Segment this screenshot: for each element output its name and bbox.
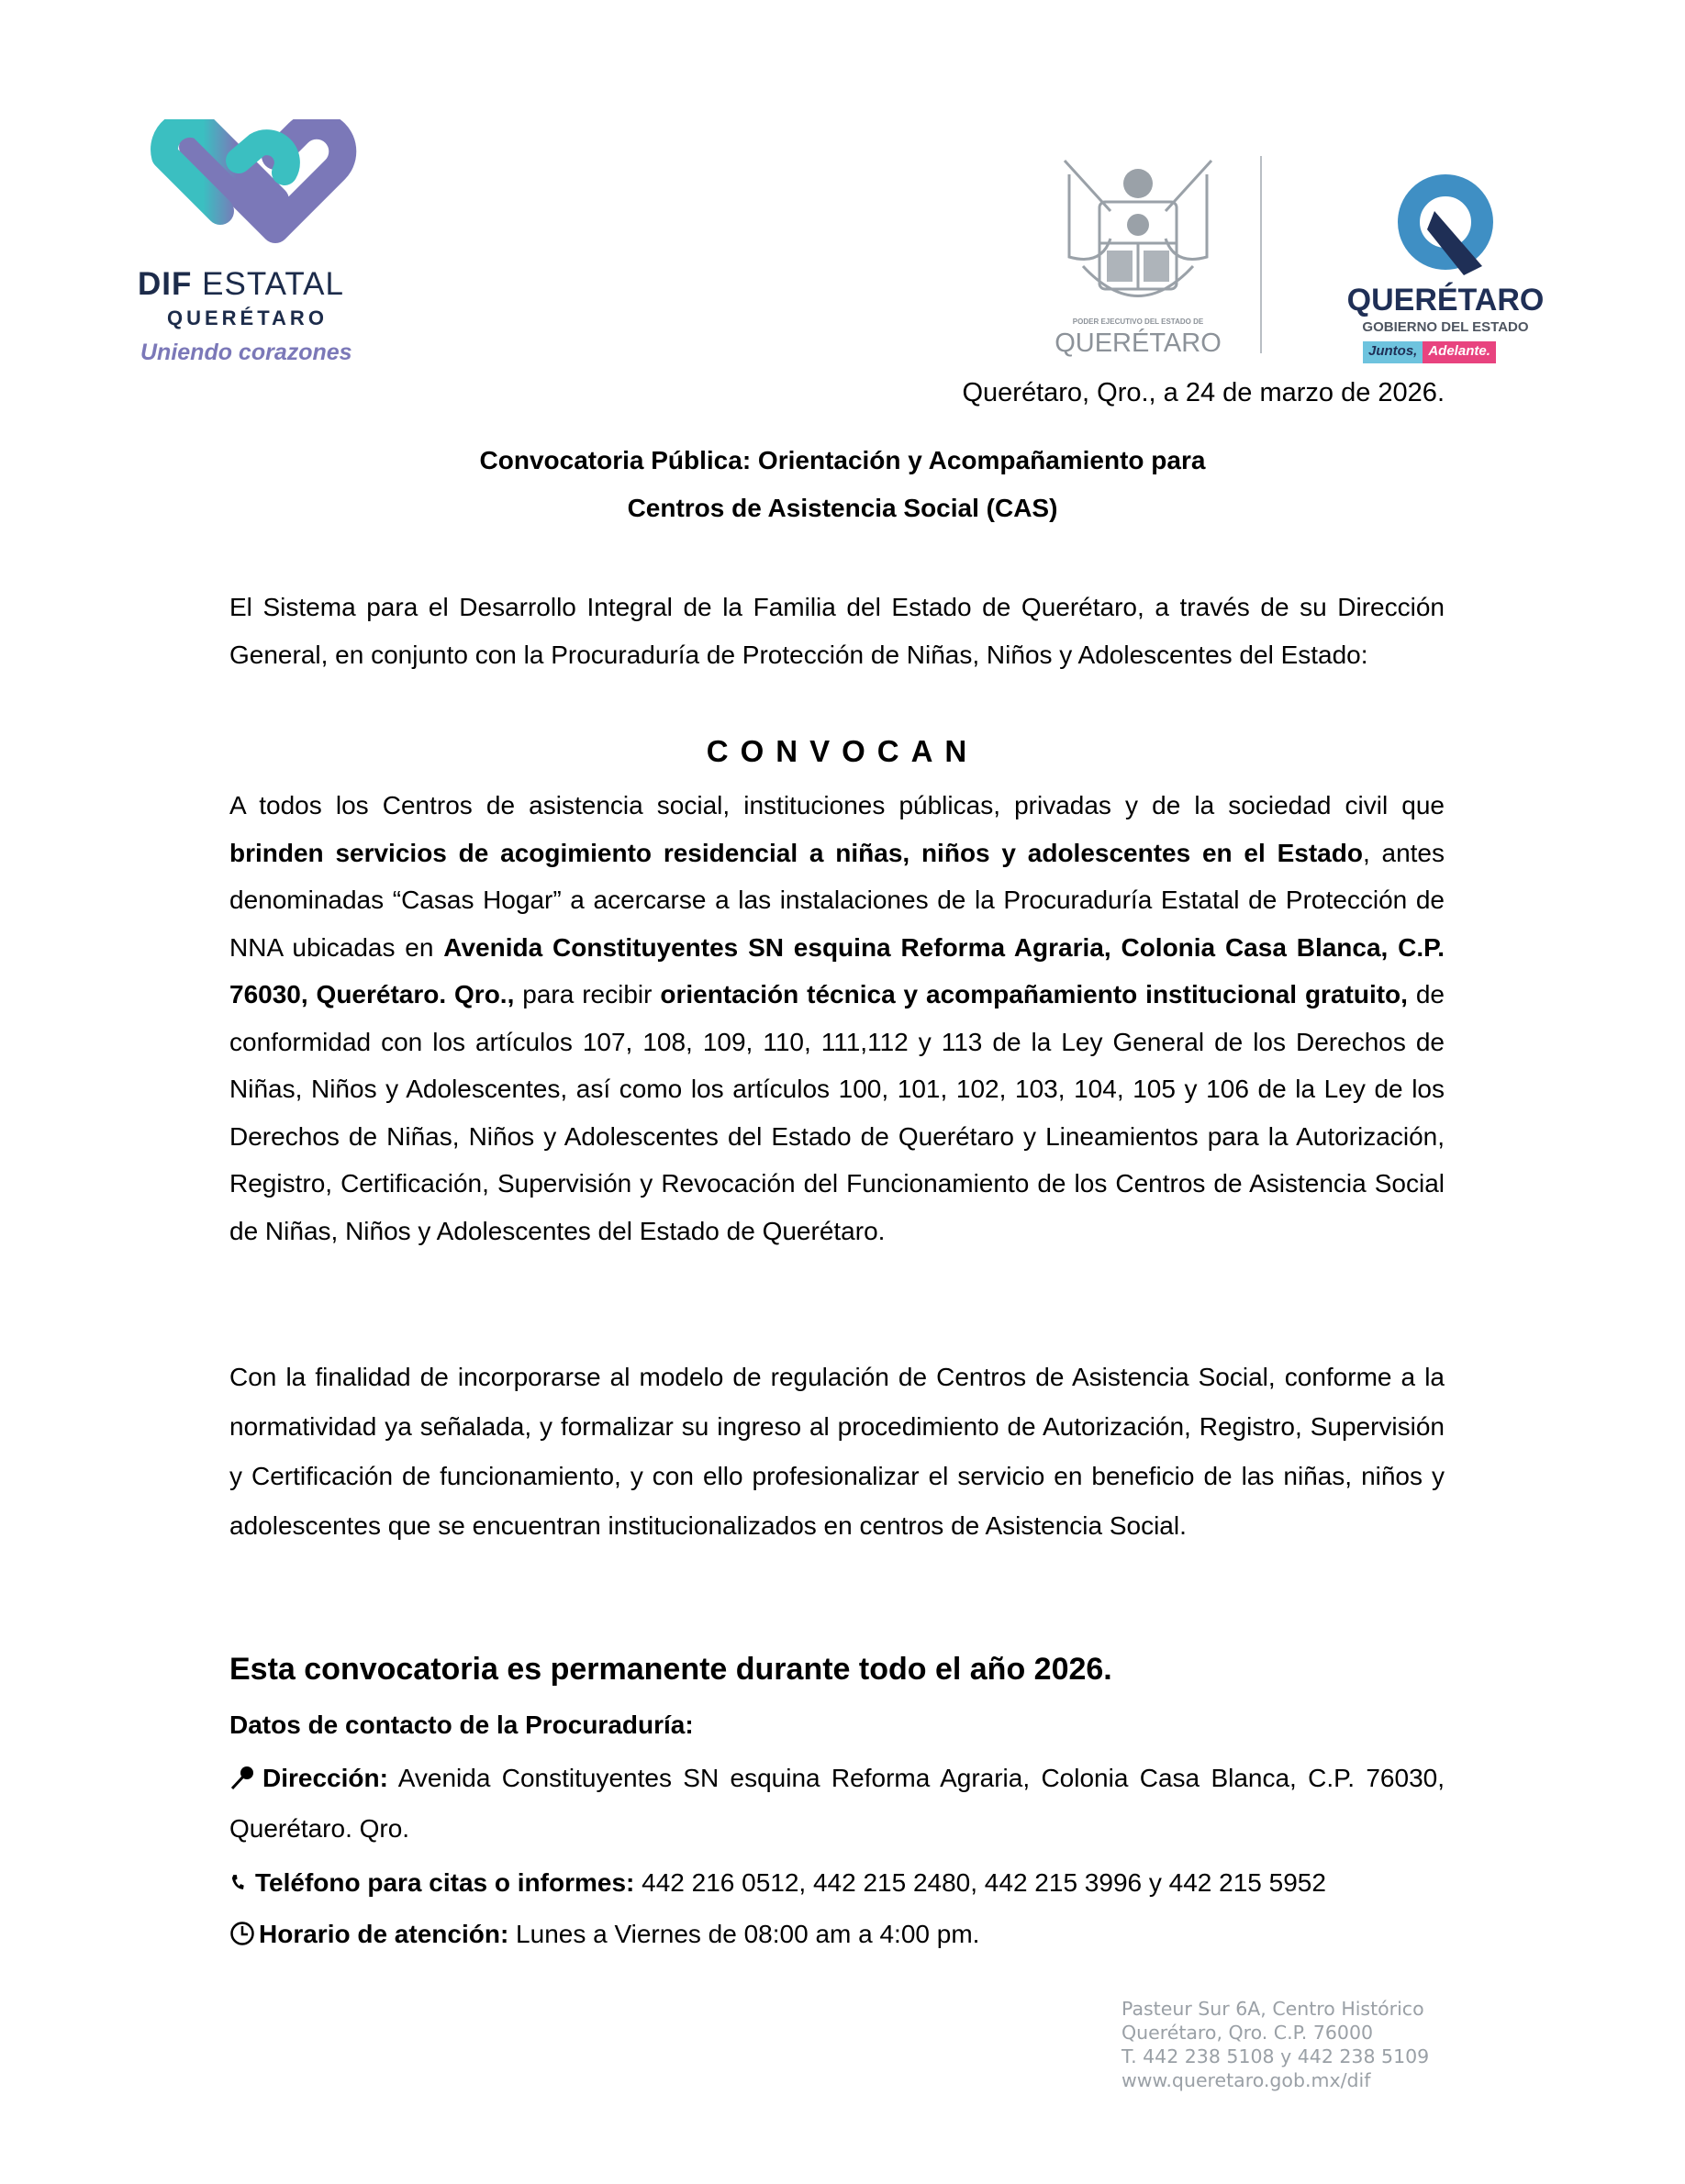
clock-icon xyxy=(229,1921,255,1946)
phone-icon xyxy=(229,1869,248,1895)
body-bold-services: brinden servicios de acogimiento residencial a niñas, niños y adolescentes en el Estado xyxy=(229,838,1363,867)
body-bold-address: Avenida Constituyentes SN esquina Reforma Agraria, Colonia Casa Blanca, C.P. 76030, Querétaro. Qro., xyxy=(229,932,1445,1008)
state-coat-of-arms xyxy=(1046,156,1230,358)
dif-name: DIF ESTATAL xyxy=(138,266,344,302)
document-title-line1: Convocatoria Pública: Orientación y Acompañamiento para xyxy=(479,446,1206,474)
intro-paragraph: El Sistema para el Desarrollo Integral de la Familia del Estado de Querétaro, a través de su Dirección General, en conjunto con la Procuraduría de Protección de Niñas, Niños y Adolescentes del Estado: xyxy=(229,593,1445,669)
dif-tagline: Uniendo corazones xyxy=(140,340,352,365)
body-text: A todos los Centros de asistencia social, instituciones públicas, privadas y de la sociedad civil que xyxy=(229,791,1445,819)
permanent-notice: Esta convocatoria es permanente durante todo el año 2026. xyxy=(229,1652,1112,1687)
contact-phone xyxy=(229,1857,1445,1908)
phone-label: Teléfono para citas o informes: xyxy=(255,1868,635,1897)
coat-of-arms-icon xyxy=(1046,156,1230,317)
convocan-heading: CONVOCAN xyxy=(706,734,979,768)
hours-label: Horario de atención: xyxy=(259,1920,509,1948)
slogan-part1: Juntos, xyxy=(1363,341,1423,363)
coat-caption-big: QUERÉTARO xyxy=(1055,329,1222,358)
contact-address xyxy=(229,1753,1445,1854)
body-paragraph xyxy=(229,782,1445,1254)
slogan-part2: Adelante. xyxy=(1423,341,1496,363)
dif-state: QUERÉTARO xyxy=(167,306,328,329)
body-bold-orientation: orientación técnica y acompañamiento institucional gratuito, xyxy=(660,980,1408,1008)
hours-value: Lunes a Viernes de 08:00 am a 4:00 pm. xyxy=(508,1920,980,1948)
body-text: de conformidad con los artículos 107, 108, 109, 110, 111,112 y 113 de la Ley General de los Derechos de Niñas, Niños y Adolescentes, así como los artículos 100, 101, 102, 103, 104, 105 y 106 de la Ley de los Derechos de Niñas, Niños y Adolescentes del Estado de Querétaro y Lineamientos para la Autorización, Registro, Certificación, Supervisión y Revocación del Funcionamiento de los Centros de Asistencia Social de Niñas, Niños y Adolescentes del Estado de Querétaro. xyxy=(229,980,1445,1245)
coat-caption-small: PODER EJECUTIVO DEL ESTADO DE xyxy=(1072,318,1204,326)
document-title-line2: Centros de Asistencia Social (CAS) xyxy=(627,494,1058,522)
body-text: , antes denominadas “Casas Hogar” a acercarse a las instalaciones de la Procuraduría Estatal de Protección de NNA ubicadas en xyxy=(229,838,1445,962)
phone-value: 442 216 0512, 442 215 2480, 442 215 3996 y 442 215 5952 xyxy=(634,1868,1326,1897)
gob-slogan xyxy=(1363,341,1496,363)
body-text: para recibir xyxy=(514,980,661,1008)
logo-divider xyxy=(1260,156,1262,353)
pushpin-icon xyxy=(229,1765,255,1790)
address-label: Dirección: xyxy=(262,1764,388,1792)
purpose-paragraph: Con la finalidad de incorporarse al modelo de regulación de Centros de Asistencia Social, conforme a la normatividad ya señalada, y formalizar su ingreso al procedimiento de Autorización, Registro, Supervisión y Certificación de funcionamiento, y con ello profesionalizar el servicio en beneficio de las niñas, niños y adolescentes que se encuentran institucionalizados en centros de Asistencia Social. xyxy=(229,1363,1445,1540)
gob-subtitle: GOBIERNO DEL ESTADO xyxy=(1362,319,1529,335)
footer-address xyxy=(1121,1997,1429,2092)
dif-heart-icon xyxy=(138,119,367,257)
date-line: Querétaro, Qro., a 24 de marzo de 2026. xyxy=(962,378,1445,407)
contact-hours xyxy=(229,1909,1445,1959)
address-value: Avenida Constituyentes SN esquina Reforma Agraria, Colonia Casa Blanca, C.P. 76030, Querétaro. Qro. xyxy=(229,1764,1445,1843)
dif-estatal-logo xyxy=(138,119,367,376)
footer-website[interactable]: www.queretaro.gob.mx/dif xyxy=(1121,2069,1371,2091)
contact-heading: Datos de contacto de la Procuraduría: xyxy=(229,1710,694,1739)
footer-line: T. 442 238 5108 y 442 238 5109 xyxy=(1121,2045,1430,2067)
q-logo-icon xyxy=(1326,174,1565,280)
gob-title: QUERÉTARO xyxy=(1346,283,1545,318)
gobierno-queretaro-logo xyxy=(1326,174,1565,376)
footer-line: Pasteur Sur 6A, Centro Histórico xyxy=(1121,1998,1424,2020)
footer-line: Querétaro, Qro. C.P. 76000 xyxy=(1121,2022,1374,2044)
